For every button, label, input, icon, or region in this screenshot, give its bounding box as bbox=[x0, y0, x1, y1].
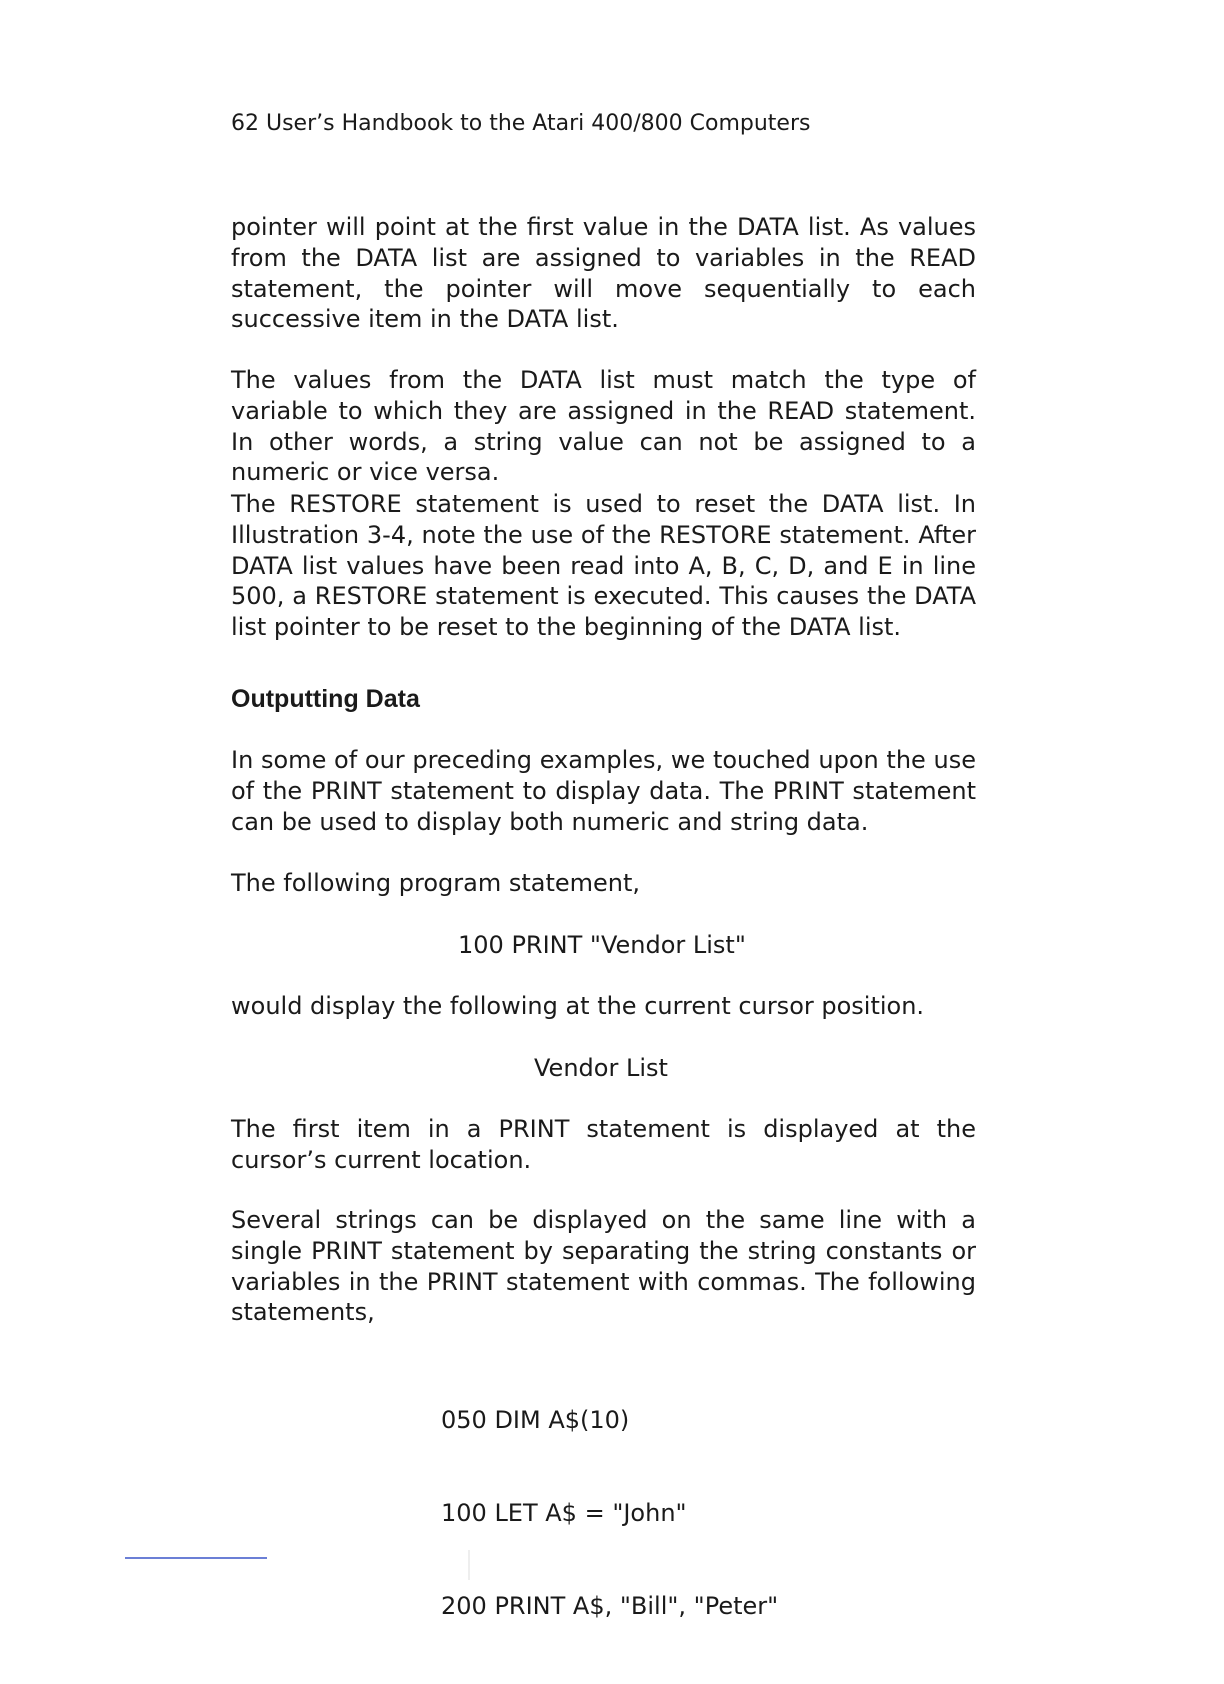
paragraph-print-intro: In some of our preceding examples, we touched upon the use of the PRINT statement to display data. The PRINT statement can be used to display both numeric and string data. bbox=[231, 746, 976, 836]
code-line: 200 PRINT A$, "Bill", "Peter" bbox=[441, 1592, 779, 1620]
example-print-statement: 100 PRINT "Vendor List" bbox=[458, 931, 746, 959]
code-line: 050 DIM A$(10) bbox=[441, 1406, 630, 1434]
scan-artifact-line bbox=[125, 1557, 267, 1559]
paragraph-following-statement: The following program statement, bbox=[231, 869, 641, 897]
running-header: 62 User’s Handbook to the Atari 400/800 Computers bbox=[231, 111, 811, 136]
paragraph-restore: The RESTORE statement is used to reset the DATA list. In Illustration 3-4, note the use of the RESTORE statement. After DATA list values have been read into A, B, C, D, and E in line 500, a RESTORE statement is executed. This causes the DATA list pointer to be reset to the beginning of the DATA list. bbox=[231, 490, 976, 642]
paragraph-several-strings: Several strings can be displayed on the same line with a single PRINT statement by separating the string constants or variables in the PRINT statement with commas. The following statements, bbox=[231, 1206, 976, 1327]
paragraph-data-pointer: pointer will point at the first value in the DATA list. As values from the DATA list are assigned to variables in the READ statement, the pointer will move sequentially to each successive item in the DATA list. bbox=[231, 213, 976, 334]
scan-artifact-tick bbox=[468, 1550, 470, 1580]
section-heading: Outputting Data bbox=[231, 685, 420, 713]
paragraph-first-item: The first item in a PRINT statement is displayed at the cursor’s current location. bbox=[231, 1115, 976, 1174]
paragraph-would-display: would display the following at the current cursor position. bbox=[231, 992, 925, 1020]
paragraph-data-types: The values from the DATA list must match the type of variable to which they are assigned in the READ statement. In other words, a string value can not be assigned to a numeric or vice versa. bbox=[231, 366, 976, 487]
example-print-output: Vendor List bbox=[534, 1054, 668, 1082]
code-line: 100 LET A$ = "John" bbox=[441, 1499, 687, 1527]
code-example bbox=[441, 1343, 778, 1684]
